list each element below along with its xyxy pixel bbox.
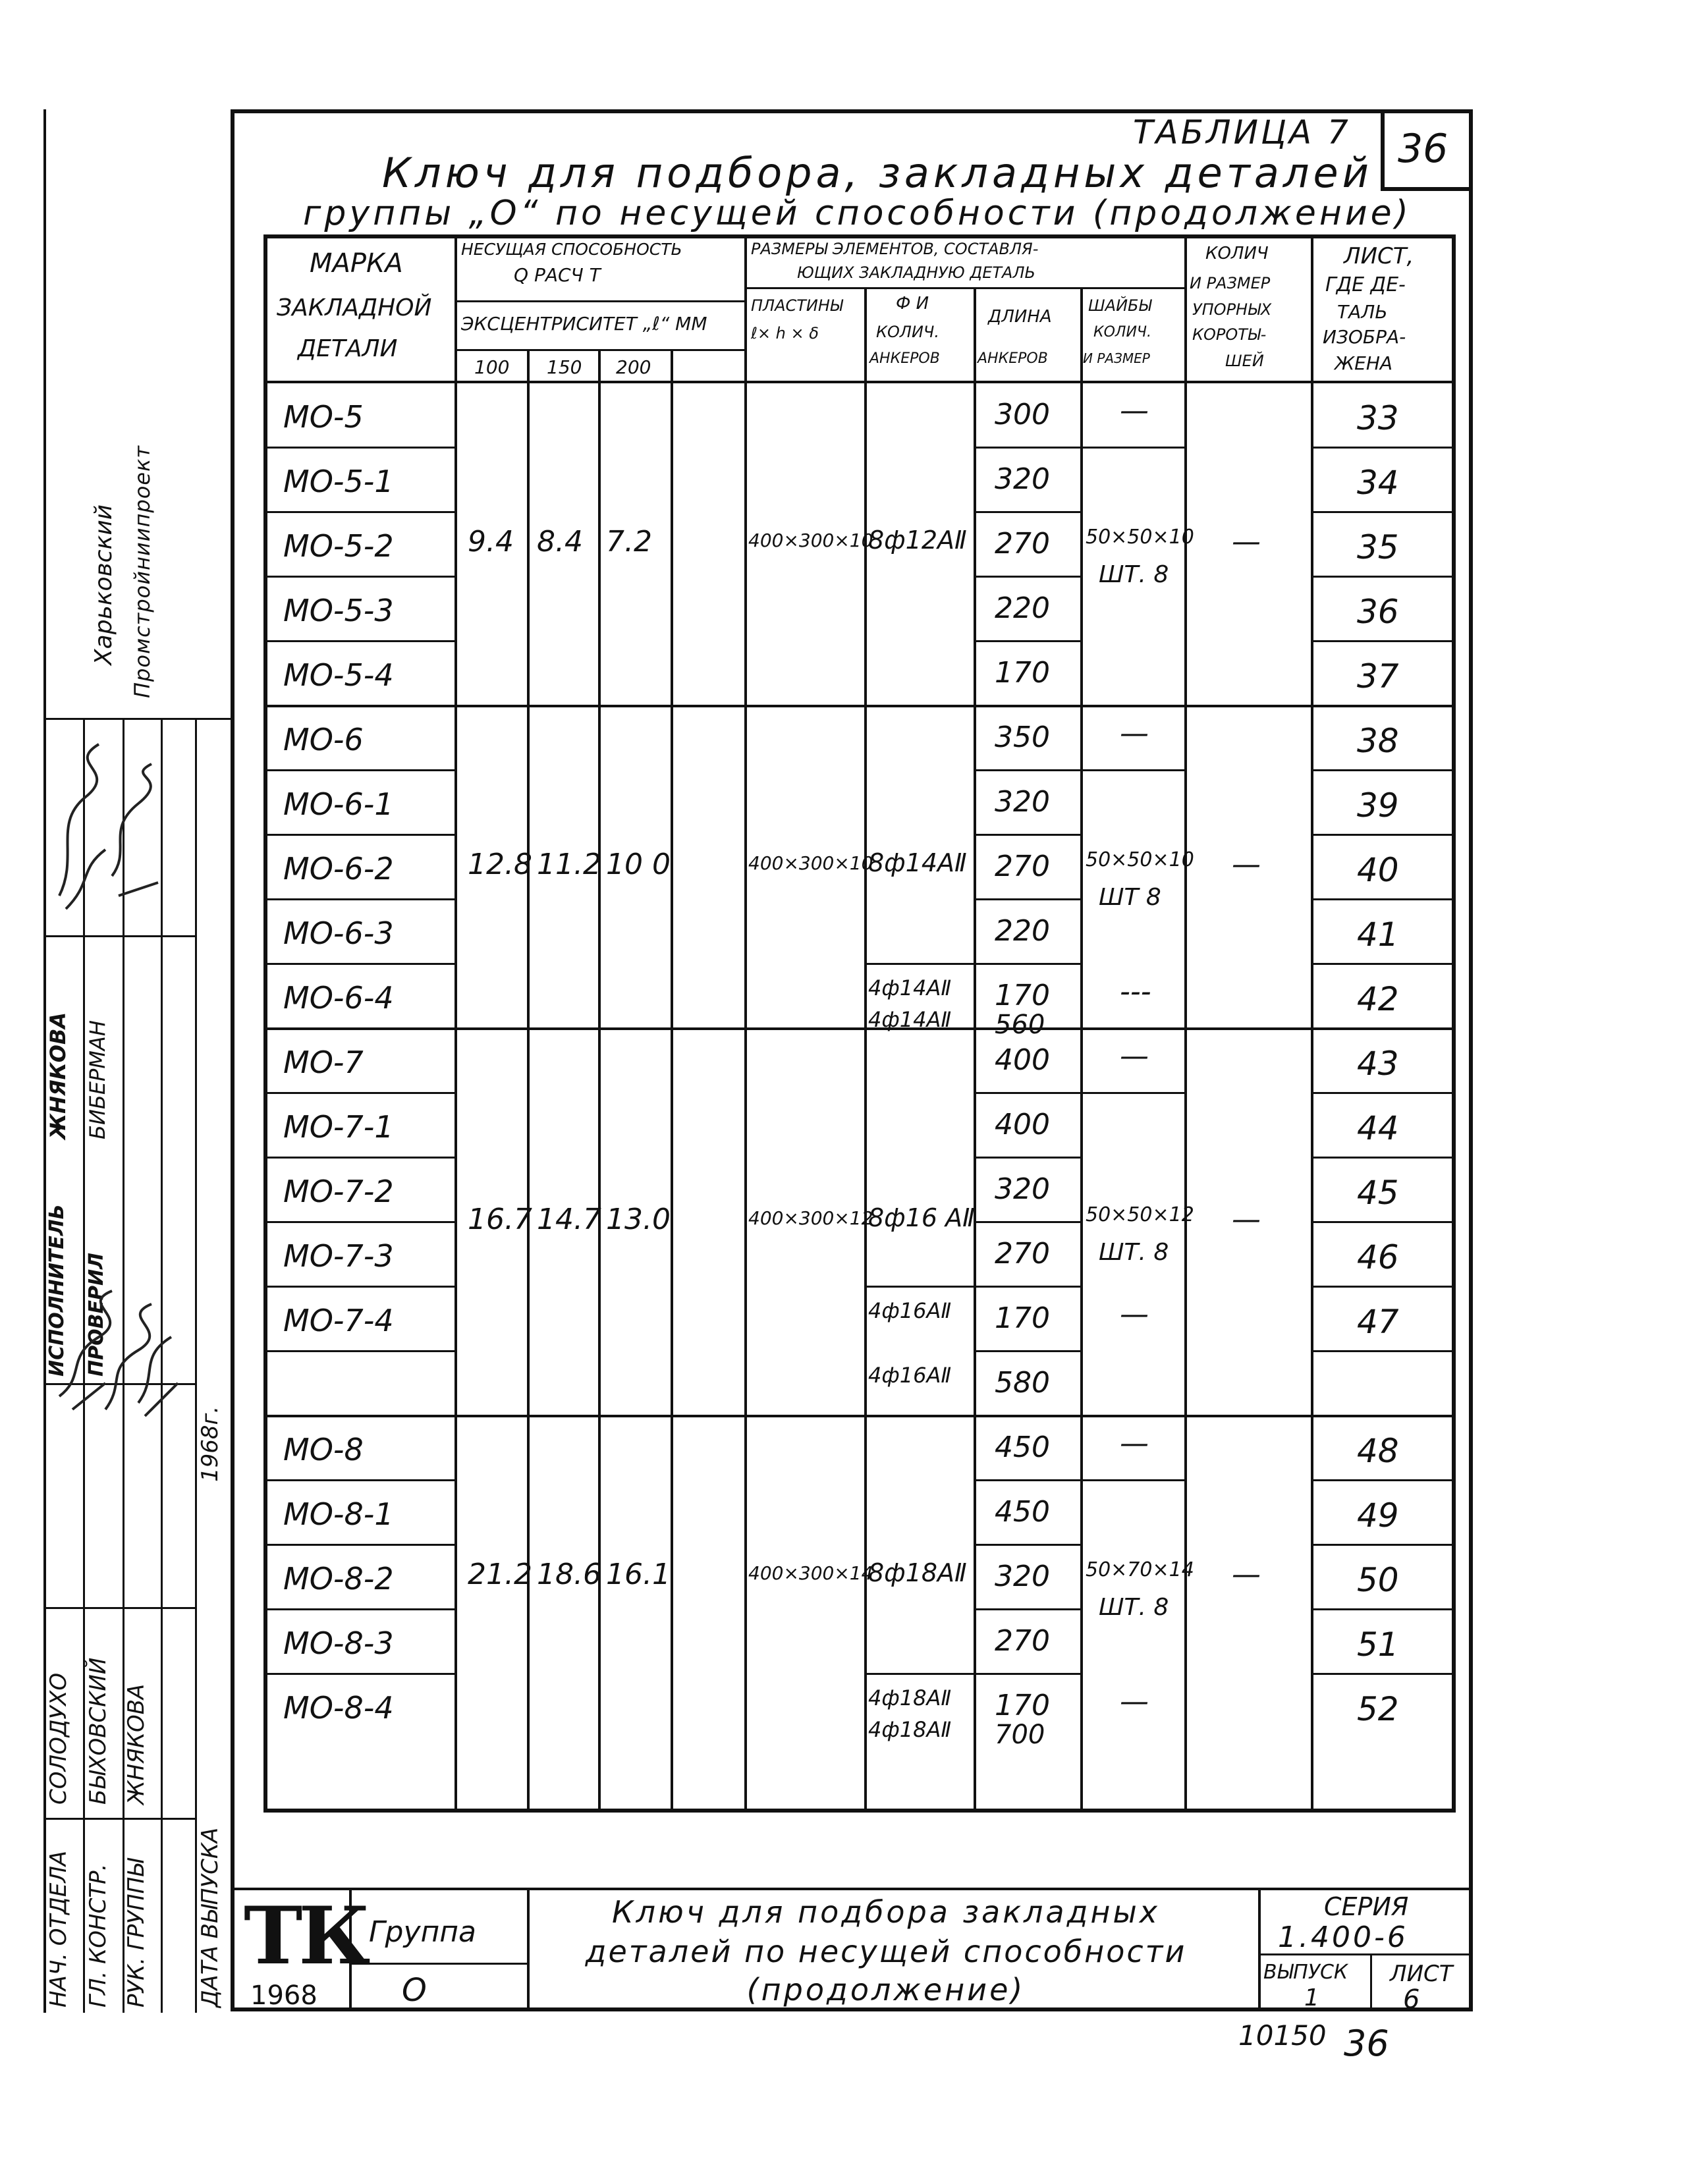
row-line <box>263 1286 455 1288</box>
row-line <box>263 1479 455 1481</box>
row-line <box>263 963 455 965</box>
anchor-length: 450 <box>995 1431 1050 1464</box>
checker-zhnyakova: ЖНЯКОВА <box>45 1012 70 1139</box>
stamp-logo: ТК <box>244 1890 367 1982</box>
capacity-100: 21.2 <box>468 1558 532 1591</box>
washer-count: ШТ 8 <box>1099 884 1161 911</box>
row-line <box>263 1092 455 1094</box>
anchor-spec: 8ф18АⅡ <box>868 1558 967 1587</box>
row-line <box>263 834 455 836</box>
anchor-length: 270 <box>995 1624 1050 1658</box>
anchor-length: 170 <box>995 656 1050 690</box>
page-number: 36 <box>1398 126 1448 172</box>
row-line <box>1311 1608 1456 1610</box>
capacity-150: 11.2 <box>537 848 601 881</box>
sheet-number: 42 <box>1357 980 1399 1018</box>
anchor-extra-2: 4ф16АⅡ <box>868 1363 952 1388</box>
detail-mark: МО-8-2 <box>283 1561 394 1597</box>
capacity-200: 13.0 <box>606 1203 671 1236</box>
role-ruk-gruppy: РУК. ГРУППЫ <box>123 1858 150 2007</box>
sheet-number: 49 <box>1357 1496 1399 1535</box>
anchor-length: 450 <box>995 1495 1050 1529</box>
anchor-extra-2: 4ф18АⅡ <box>868 1717 952 1742</box>
col-marka-2: ЗАКЛАДНОЙ <box>277 294 432 321</box>
washer-dash: — <box>1120 1297 1149 1331</box>
row-line <box>263 1544 455 1546</box>
col-capacity-2: Q РАСЧ Т <box>514 264 601 286</box>
row-line <box>974 1350 1080 1352</box>
stamp-title-1: Ключ для подбора закладных <box>611 1894 1161 1930</box>
sheet-number: 44 <box>1357 1109 1399 1147</box>
anchor-length: 400 <box>995 1043 1050 1077</box>
washer-dash: — <box>1120 1039 1149 1073</box>
row-line <box>974 640 1080 642</box>
col-ecc-100: 100 <box>474 356 510 378</box>
col-stops-2: И РАЗМЕР <box>1190 274 1271 292</box>
row-line <box>974 963 1080 965</box>
row-line <box>263 1673 455 1675</box>
anchor-length: 220 <box>995 914 1050 948</box>
detail-mark: МО-6 <box>283 722 364 757</box>
name-solodukho: СОЛОДУХО <box>45 1672 72 1805</box>
role-ispolnitel: ИСПОЛНИТЕЛЬ <box>45 1204 69 1377</box>
row-line <box>974 1544 1080 1546</box>
row-line <box>1311 769 1456 771</box>
table-label: ТАБЛИЦА 7 <box>1133 113 1351 151</box>
col-marka-3: ДЕТАЛИ <box>298 335 398 362</box>
detail-mark: МО-8-4 <box>283 1690 394 1726</box>
anchor-spec: 8ф14АⅡ <box>868 848 967 877</box>
stamp-series-label: СЕРИЯ <box>1324 1892 1409 1921</box>
name-zhnyakova: ЖНЯКОВА <box>123 1683 150 1805</box>
col-stops-4: КОРОТЫ- <box>1192 325 1267 344</box>
row-line <box>974 1673 1080 1675</box>
sheet-number: 46 <box>1357 1238 1399 1276</box>
org-line2: Промстройниипроект <box>130 445 155 698</box>
plate-size: 400×300×14 <box>748 1562 873 1584</box>
detail-mark: МО-5 <box>283 399 364 435</box>
washer-size: 50×50×10 <box>1086 848 1194 871</box>
row-line <box>1080 1479 1184 1481</box>
col-sheet-3: ТАЛЬ <box>1337 301 1388 323</box>
detail-mark: МО-5-1 <box>283 464 394 499</box>
row-line <box>974 769 1080 771</box>
signature-scribbles <box>40 724 204 1752</box>
washer-dash: — <box>1120 717 1149 750</box>
anchor-extra-1: 4ф18АⅡ <box>868 1685 952 1710</box>
plate-size: 400×300×12 <box>748 1207 873 1229</box>
washer-size: 50×50×12 <box>1086 1203 1194 1226</box>
anchor-length: 320 <box>995 785 1050 819</box>
anchor-length: 350 <box>995 721 1050 754</box>
stamp-group-label: Группа <box>369 1915 476 1949</box>
row-line <box>974 1157 1080 1159</box>
row-line <box>974 447 1080 449</box>
stamp-title-2: деталей по несущей способности <box>585 1934 1187 1969</box>
col-elements-1: РАЗМЕРЫ ЭЛЕМЕНТОВ, СОСТАВЛЯ- <box>751 240 1039 258</box>
anchor-length: 270 <box>995 1237 1050 1270</box>
row-line <box>974 511 1080 513</box>
col-anchor-len-1: ДЛИНА <box>988 307 1052 327</box>
detail-mark: МО-8-3 <box>283 1625 394 1661</box>
role-nach-otdela: НАЧ. ОТДЕЛА <box>45 1850 72 2007</box>
plate-size: 400×300×10 <box>748 530 873 551</box>
stamp-sheet-value: 6 <box>1403 1984 1420 2015</box>
washer-dash: — <box>1120 1685 1149 1718</box>
row-line <box>974 1608 1080 1610</box>
stamp-issue-value: 1 <box>1304 1984 1319 2011</box>
sheet-number: 39 <box>1357 786 1399 825</box>
row-line <box>1311 1092 1456 1094</box>
col-washers-1: ШАЙБЫ <box>1088 296 1152 315</box>
anchor-length: 170 <box>995 979 1050 1012</box>
col-sheet-5: ЖЕНА <box>1335 352 1393 374</box>
detail-mark: МО-5-2 <box>283 528 394 564</box>
anchor-length: 400 <box>995 1108 1050 1141</box>
table-title-line1: Ключ для подбора, закладных деталей <box>382 149 1373 197</box>
anchor-length: 320 <box>995 1560 1050 1593</box>
sheet-number: 38 <box>1357 722 1399 760</box>
name-bykhovsky: БЫХОВСКИЙ <box>85 1657 111 1805</box>
row-line <box>1311 1544 1456 1546</box>
group-divider <box>263 705 1456 707</box>
col-marka-1: МАРКА <box>310 248 403 279</box>
washer-dash: — <box>1120 394 1149 427</box>
sheet-number: 50 <box>1357 1561 1399 1599</box>
col-anchor-dia-1: Ф И <box>896 294 929 314</box>
stamp-issue-label: ВЫПУСК <box>1263 1961 1348 1984</box>
anchor-length: 220 <box>995 591 1050 625</box>
col-stops-5: ШЕЙ <box>1225 352 1264 370</box>
stamp-sheet-label: ЛИСТ <box>1390 1961 1453 1987</box>
col-stops-3: УПОРНЫХ <box>1192 300 1272 319</box>
role-data-vypuska: ДАТА ВЫПУСКА <box>197 1827 223 2007</box>
sheet-number: 41 <box>1357 915 1399 954</box>
row-line <box>1311 1221 1456 1223</box>
anchor-length: 270 <box>995 850 1050 883</box>
row-line <box>974 1221 1080 1223</box>
col-sheet-4: ИЗОБРА- <box>1323 326 1406 348</box>
capacity-200: 10 0 <box>606 848 671 881</box>
row-line <box>974 1286 1080 1288</box>
row-line <box>1311 640 1456 642</box>
stamp-group-value: О <box>402 1972 427 2009</box>
col-ecc-150: 150 <box>547 356 582 378</box>
stops-dash: — <box>1232 1203 1261 1236</box>
row-line <box>263 640 455 642</box>
anchor-length: 170 <box>995 1689 1050 1722</box>
stamp-top-line <box>231 1888 1473 1890</box>
stops-dash: — <box>1232 1558 1261 1591</box>
anchor-length: 320 <box>995 462 1050 496</box>
role-proveril: ПРОВЕРИЛ <box>85 1253 108 1377</box>
detail-mark: МО-6-1 <box>283 786 394 822</box>
anchor-length-2: 700 <box>995 1720 1045 1750</box>
col-capacity-1: НЕСУЩАЯ СПОСОБНОСТЬ <box>461 240 682 259</box>
row-line <box>263 1608 455 1610</box>
org-line1: Харьковский <box>90 504 117 665</box>
col-washers-3: И РАЗМЕР <box>1083 350 1150 366</box>
row-line <box>1080 447 1184 449</box>
detail-mark: МО-8-1 <box>283 1496 394 1532</box>
role-gl-konstr: ГЛ. КОНСТР. <box>85 1863 111 2007</box>
anchor-extra-2: 4ф14АⅡ <box>868 1007 952 1032</box>
stamp-series-value: 1.400-6 <box>1278 1921 1408 1954</box>
row-line <box>864 1286 974 1288</box>
detail-mark: МО-7-1 <box>283 1109 394 1145</box>
bottom-code: 10150 <box>1238 2019 1327 2052</box>
group-divider <box>263 1027 1456 1030</box>
row-line <box>1311 963 1456 965</box>
col-elements-2: ЮЩИХ ЗАКЛАДНУЮ ДЕТАЛЬ <box>797 263 1035 282</box>
detail-mark: МО-7 <box>283 1045 364 1080</box>
washer-dash: — <box>1120 1427 1149 1460</box>
stamp-title-3: (продолжение) <box>746 1972 1026 2007</box>
capacity-100: 16.7 <box>468 1203 532 1236</box>
row-line <box>974 834 1080 836</box>
row-line <box>1311 1157 1456 1159</box>
detail-mark: МО-6-4 <box>283 980 394 1016</box>
row-line <box>1311 898 1456 900</box>
capacity-200: 16.1 <box>606 1558 671 1591</box>
header-bottom-line <box>263 381 1456 383</box>
col-anchor-dia-2: КОЛИЧ. <box>876 323 940 341</box>
row-line <box>263 769 455 771</box>
col-sheet-2: ГДЕ ДЕ- <box>1325 273 1406 296</box>
anchor-extra-1: 4ф16АⅡ <box>868 1298 952 1323</box>
anchor-length: 580 <box>995 1366 1050 1400</box>
release-date: 1968г. <box>197 1406 223 1482</box>
row-line <box>263 511 455 513</box>
plate-size: 400×300×10 <box>748 852 873 874</box>
row-line <box>1080 769 1184 771</box>
anchor-extra-1: 4ф14АⅡ <box>868 975 952 1000</box>
row-line <box>1311 1350 1456 1352</box>
col-anchor-len-2: АНКЕРОВ <box>978 350 1048 367</box>
sheet-number: 45 <box>1357 1174 1399 1212</box>
anchor-spec: 8ф16 АⅡ <box>868 1203 975 1232</box>
row-line <box>1080 1092 1184 1094</box>
col-anchor-dia-3: АНКЕРОВ <box>869 350 940 367</box>
washer-dash: --- <box>1120 975 1151 1008</box>
stops-dash: — <box>1232 848 1261 881</box>
anchor-spec: 8ф12АⅡ <box>868 526 967 555</box>
detail-mark: МО-5-3 <box>283 593 394 628</box>
row-line <box>974 898 1080 900</box>
row-line <box>974 1479 1080 1481</box>
sheet-number: 37 <box>1357 657 1399 696</box>
anchor-length: 300 <box>995 398 1050 431</box>
row-line <box>263 1157 455 1159</box>
washer-size: 50×70×14 <box>1086 1558 1194 1581</box>
sheet-number: 33 <box>1357 399 1399 437</box>
row-line <box>1311 511 1456 513</box>
row-line <box>263 576 455 578</box>
sheet-number: 52 <box>1357 1690 1399 1728</box>
row-line <box>864 1673 974 1675</box>
capacity-150: 8.4 <box>537 525 583 559</box>
row-line <box>1311 447 1456 449</box>
col-plate-1: ПЛАСТИНЫ <box>751 296 843 315</box>
row-line <box>263 447 455 449</box>
sheet-number: 48 <box>1357 1432 1399 1470</box>
washer-count: ШТ. 8 <box>1099 561 1169 588</box>
sheet-number: 34 <box>1357 464 1399 502</box>
table-title-line2: группы „О“ по несущей способности (продолжение) <box>303 194 1412 233</box>
washer-size: 50×50×10 <box>1086 526 1194 549</box>
row-line <box>263 898 455 900</box>
row-line <box>1311 834 1456 836</box>
washer-count: ШТ. 8 <box>1099 1239 1169 1266</box>
col-sheet-1: ЛИСТ, <box>1344 243 1414 269</box>
row-line <box>1311 576 1456 578</box>
stamp-year: 1968 <box>250 1980 317 2011</box>
capacity-200: 7.2 <box>606 525 652 559</box>
col-plate-2: ℓ× h × δ <box>751 324 819 342</box>
anchor-length: 320 <box>995 1172 1050 1206</box>
col-washers-2: КОЛИЧ. <box>1093 324 1152 341</box>
detail-mark: МО-8 <box>283 1432 364 1467</box>
row-line <box>1311 1479 1456 1481</box>
group-divider <box>263 1415 1456 1417</box>
col-stops-1: КОЛИЧ <box>1205 244 1269 263</box>
capacity-100: 12.8 <box>468 848 532 881</box>
sheet-number: 40 <box>1357 851 1399 889</box>
washer-count: ШТ. 8 <box>1099 1594 1169 1621</box>
sheet-number: 35 <box>1357 528 1399 566</box>
anchor-length: 170 <box>995 1301 1050 1335</box>
anchor-length-2: 560 <box>995 1010 1045 1040</box>
row-line <box>263 1350 455 1352</box>
detail-mark: МО-6-2 <box>283 851 394 887</box>
sheet-number: 36 <box>1357 593 1399 631</box>
row-line <box>974 576 1080 578</box>
sheet-number: 47 <box>1357 1303 1399 1341</box>
detail-mark: МО-7-3 <box>283 1238 394 1274</box>
row-line <box>974 1092 1080 1094</box>
col-eccentricity: ЭКСЦЕНТРИСИТЕТ „ℓ“ ММ <box>461 313 707 335</box>
detail-mark: МО-7-4 <box>283 1303 394 1338</box>
row-line <box>1311 1286 1456 1288</box>
detail-mark: МО-6-3 <box>283 915 394 951</box>
capacity-100: 9.4 <box>468 525 514 559</box>
row-line <box>263 1221 455 1223</box>
bottom-page: 36 <box>1344 2023 1389 2064</box>
row-line <box>1311 1673 1456 1675</box>
detail-mark: МО-7-2 <box>283 1174 394 1209</box>
anchor-length: 270 <box>995 527 1050 560</box>
col-ecc-200: 200 <box>616 356 651 378</box>
capacity-150: 14.7 <box>537 1203 601 1236</box>
capacity-150: 18.6 <box>537 1558 601 1591</box>
sheet-number: 51 <box>1357 1625 1399 1664</box>
row-line <box>864 963 974 965</box>
sheet-number: 43 <box>1357 1045 1399 1083</box>
checker-biberman: БИБЕРМАН <box>85 1020 110 1139</box>
stops-dash: — <box>1232 525 1261 559</box>
detail-mark: МО-5-4 <box>283 657 394 693</box>
